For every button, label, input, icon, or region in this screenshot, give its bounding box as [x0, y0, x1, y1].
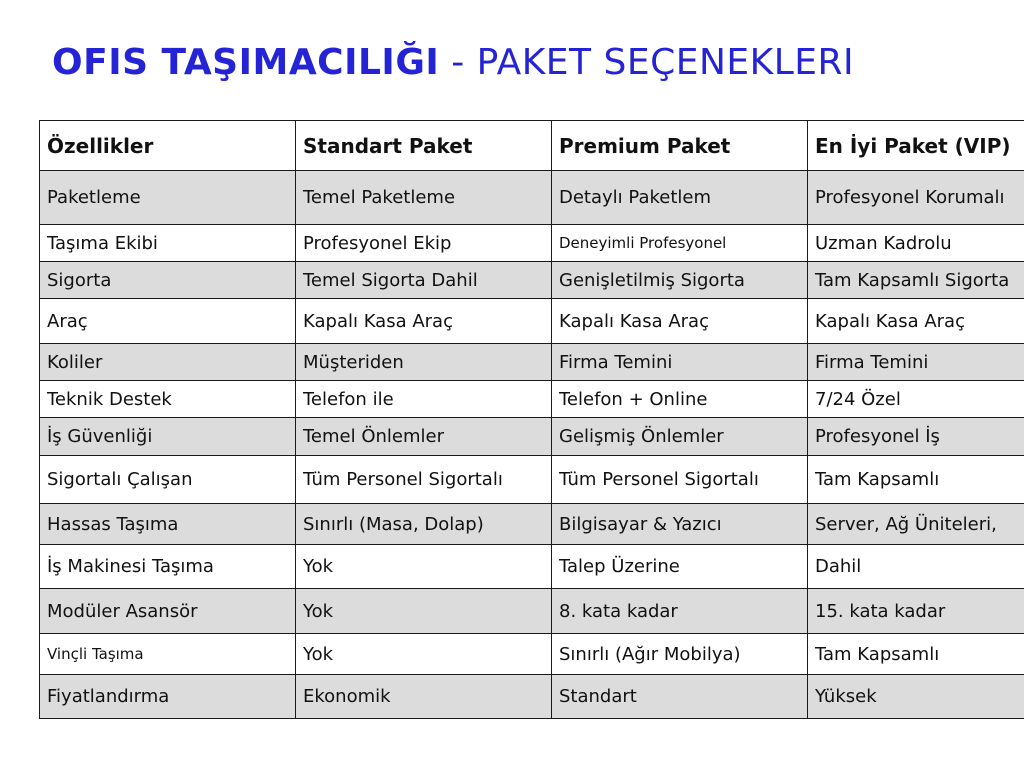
- table-cell: Kapalı Kasa Araç: [296, 299, 552, 344]
- table-cell: Sınırlı (Masa, Dolap): [296, 504, 552, 545]
- table-row: [40, 456, 1024, 504]
- table-cell: Yok: [296, 545, 552, 589]
- table-cell: Deneyimli Profesyonel: [552, 225, 808, 262]
- table-cell: Yok: [296, 634, 552, 675]
- table-cell: Yüksek: [808, 675, 1024, 719]
- table-cell: Ekonomik: [296, 675, 552, 719]
- table-cell: Temel Sigorta Dahil: [296, 262, 552, 299]
- header-ozellikler: Özellikler: [40, 121, 296, 171]
- table-cell: Detaylı Paketlem: [552, 171, 808, 225]
- table-cell: 15. kata kadar: [808, 589, 1024, 634]
- table-row: [40, 381, 1024, 418]
- table-cell: Müşteriden: [296, 344, 552, 381]
- title-rest: - PAKET SEÇENEKLERI: [439, 42, 855, 83]
- table-header-row: [40, 121, 1024, 171]
- table-row: [40, 171, 1024, 225]
- table-cell: Standart: [552, 675, 808, 719]
- table-cell: Taşıma Ekibi: [40, 225, 296, 262]
- table-cell: İş Makinesi Taşıma: [40, 545, 296, 589]
- table-cell: Teknik Destek: [40, 381, 296, 418]
- table-cell: Kapalı Kasa Araç: [808, 299, 1024, 344]
- table-cell: Telefon + Online: [552, 381, 808, 418]
- table-cell: Sigorta: [40, 262, 296, 299]
- table-row: [40, 299, 1024, 344]
- table-cell: Gelişmiş Önlemler: [552, 418, 808, 456]
- table-cell: Tam Kapsamlı: [808, 634, 1024, 675]
- table-cell: Sigortalı Çalışan: [40, 456, 296, 504]
- table-row: [40, 634, 1024, 675]
- page-title: [52, 36, 854, 90]
- table-cell: Paketleme: [40, 171, 296, 225]
- table-cell: Server, Ağ Üniteleri,: [808, 504, 1024, 545]
- table-row: [40, 418, 1024, 456]
- table-cell: Firma Temini: [808, 344, 1024, 381]
- table-cell: Tam Kapsamlı Sigorta: [808, 262, 1024, 299]
- table-cell: Firma Temini: [552, 344, 808, 381]
- table-cell: Bilgisayar & Yazıcı: [552, 504, 808, 545]
- table-cell: Vinçli Taşıma: [40, 634, 296, 675]
- package-comparison-table: [39, 120, 1024, 719]
- header-standart: Standart Paket: [296, 121, 552, 171]
- table-cell: Tüm Personel Sigortalı: [296, 456, 552, 504]
- table-cell: Temel Önlemler: [296, 418, 552, 456]
- table-cell: Genişletilmiş Sigorta: [552, 262, 808, 299]
- table-row: [40, 589, 1024, 634]
- table-cell: Telefon ile: [296, 381, 552, 418]
- table-row: [40, 225, 1024, 262]
- header-vip: En İyi Paket (VIP): [808, 121, 1024, 171]
- table-cell: Temel Paketleme: [296, 171, 552, 225]
- table-cell: Kapalı Kasa Araç: [552, 299, 808, 344]
- table-cell: Yok: [296, 589, 552, 634]
- table-cell: İş Güvenliği: [40, 418, 296, 456]
- table-cell: Fiyatlandırma: [40, 675, 296, 719]
- table-row: [40, 675, 1024, 719]
- table-row: [40, 545, 1024, 589]
- table-cell: Profesyonel Ekip: [296, 225, 552, 262]
- table-cell: Modüler Asansör: [40, 589, 296, 634]
- table-cell: Araç: [40, 299, 296, 344]
- table-cell: 8. kata kadar: [552, 589, 808, 634]
- table-cell: 7/24 Özel: [808, 381, 1024, 418]
- table-cell: Tüm Personel Sigortalı: [552, 456, 808, 504]
- header-premium: Premium Paket: [552, 121, 808, 171]
- table-cell: Talep Üzerine: [552, 545, 808, 589]
- table-cell: Uzman Kadrolu: [808, 225, 1024, 262]
- table-cell: Profesyonel İş: [808, 418, 1024, 456]
- title-bold: OFIS TAŞIMACILIĞI: [52, 42, 440, 83]
- table-row: [40, 504, 1024, 545]
- table-row: [40, 344, 1024, 381]
- table-row: [40, 262, 1024, 299]
- table-cell: Sınırlı (Ağır Mobilya): [552, 634, 808, 675]
- table-cell: Profesyonel Korumalı: [808, 171, 1024, 225]
- table-cell: Dahil: [808, 545, 1024, 589]
- table-cell: Koliler: [40, 344, 296, 381]
- table-cell: Tam Kapsamlı: [808, 456, 1024, 504]
- table-cell: Hassas Taşıma: [40, 504, 296, 545]
